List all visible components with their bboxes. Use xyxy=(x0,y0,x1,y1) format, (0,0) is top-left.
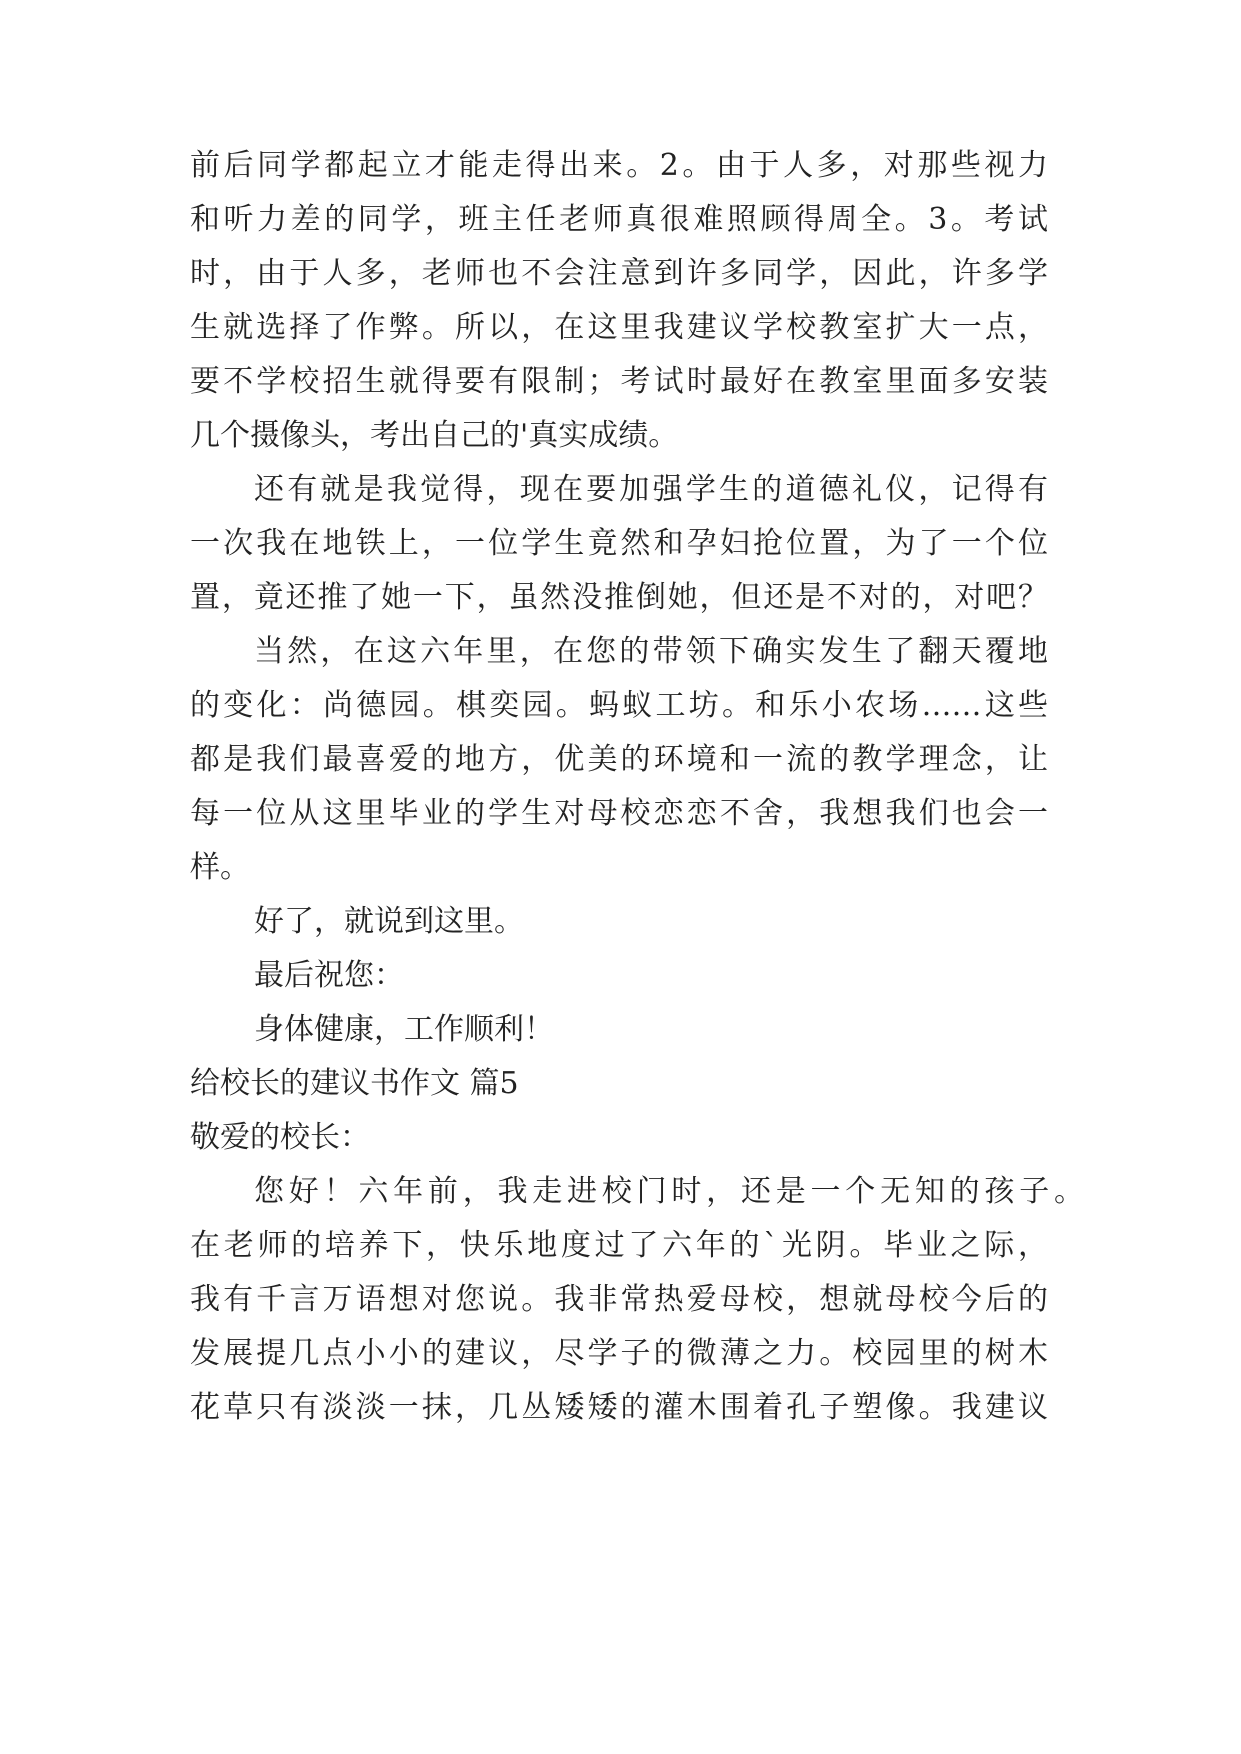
text-line: 发展提几点小小的建议，尽学子的微薄之力。校园里的树木 xyxy=(190,1336,1048,1371)
paragraph-first-line: 还有就是我觉得，现在要加强学生的道德礼仪，记得有 xyxy=(254,472,1048,507)
text-line: 置，竟还推了她一下，虽然没推倒她，但还是不对的，对吧？ xyxy=(190,580,1048,615)
text-line: 时，由于人多，老师也不会注意到许多同学，因此，许多学 xyxy=(190,256,1048,291)
text-line: 样。 xyxy=(190,850,250,885)
text-line: 在老师的培养下，快乐地度过了六年的`光阴。毕业之际， xyxy=(190,1228,1048,1263)
text-line: 要不学校招生就得要有限制；考试时最好在教室里面多安装 xyxy=(190,364,1048,399)
text-line: 每一位从这里毕业的学生对母校恋恋不舍，我想我们也会一 xyxy=(190,796,1048,831)
salutation: 敬爱的校长： xyxy=(190,1120,370,1155)
paragraph-first-line: 当然，在这六年里，在您的带领下确实发生了翻天覆地 xyxy=(254,634,1048,669)
text-line: 花草只有淡淡一抹，几丛矮矮的灌木围着孔子塑像。我建议 xyxy=(190,1390,1048,1425)
text-line: 和听力差的同学，班主任老师真很难照顾得周全。3。考试 xyxy=(190,202,1048,237)
closing-line: 好了，就说到这里。 xyxy=(254,904,524,939)
closing-line: 身体健康，工作顺利！ xyxy=(254,1012,554,1047)
section-heading: 给校长的建议书作文 篇5 xyxy=(190,1066,519,1101)
paragraph-first-line: 您好！六年前，我走进校门时，还是一个无知的孩子。 xyxy=(254,1174,1084,1209)
text-line: 生就选择了作弊。所以，在这里我建议学校教室扩大一点， xyxy=(190,310,1048,345)
text-line: 都是我们最喜爱的地方，优美的环境和一流的教学理念，让 xyxy=(190,742,1048,777)
text-line: 几个摄像头，考出自己的'真实成绩。 xyxy=(190,418,679,453)
text-line: 一次我在地铁上，一位学生竟然和孕妇抢位置，为了一个位 xyxy=(190,526,1048,561)
text-line: 我有千言万语想对您说。我非常热爱母校，想就母校今后的 xyxy=(190,1282,1048,1317)
text-line: 的变化：尚德园。棋奕园。蚂蚁工坊。和乐小农场……这些 xyxy=(190,688,1048,723)
text-line: 前后同学都起立才能走得出来。2。由于人多，对那些视力 xyxy=(190,148,1048,183)
closing-line: 最后祝您： xyxy=(254,958,404,993)
